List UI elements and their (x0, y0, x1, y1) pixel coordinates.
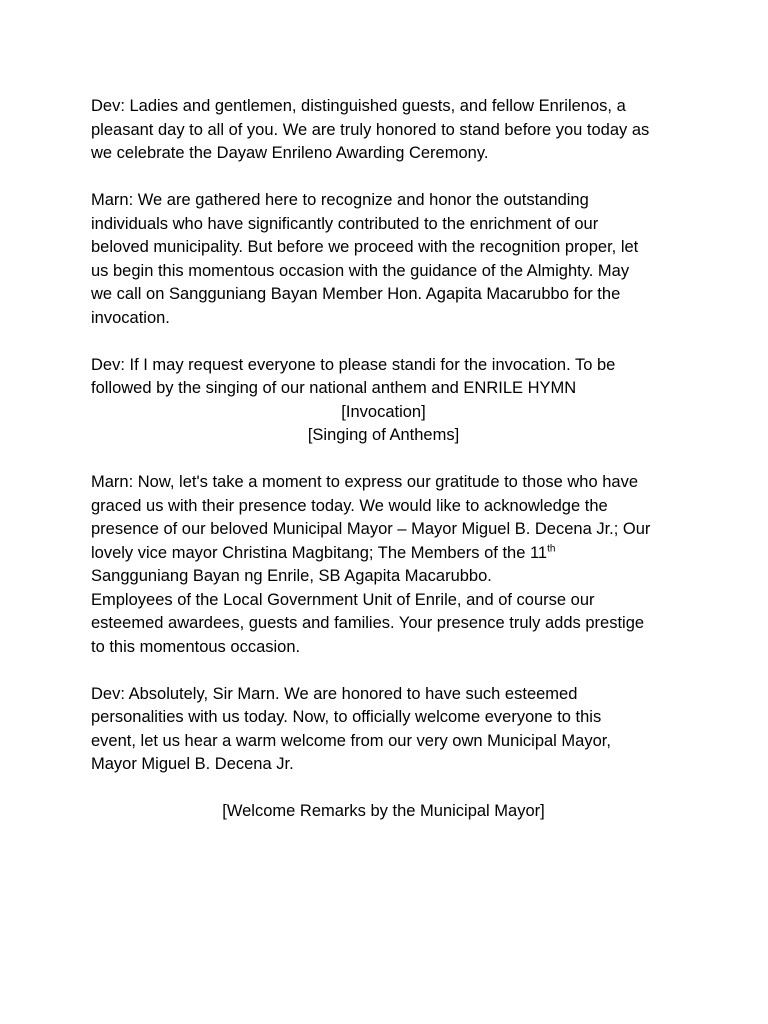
text-line: personalities with us today. Now, to officially welcome everyone to this (91, 708, 602, 726)
text-line: we celebrate the Dayaw Enrileno Awarding Ceremony. (91, 144, 489, 162)
text-line: we call on Sangguniang Bayan Member Hon. Agapita Macarubbo for the (91, 285, 621, 303)
text-line: esteemed awardees, guests and families. Your presence truly adds prestige (91, 614, 645, 632)
text-line: invocation. (91, 308, 170, 327)
paragraph-dev-invocation (91, 354, 691, 448)
text-line: Marn: We are gathered here to recognize and honor the outstanding (91, 191, 589, 209)
stage-cue-invocation: [Invocation] (341, 402, 426, 421)
stage-cue-welcome-remarks: [Welcome Remarks by the Municipal Mayor] (222, 802, 545, 820)
text-line: to this momentous occasion. (91, 637, 301, 656)
text-line: us begin this momentous occasion with the guidance of the Almighty. May (91, 261, 630, 280)
paragraph-dev-opening (91, 95, 691, 166)
text-line: Mayor Miguel B. Decena Jr. (91, 755, 294, 773)
text-line: Sangguniang Bayan ng Enrile, SB Agapita Macarubbo. (91, 567, 492, 585)
text-line: pleasant day to all of you. We are truly honored to stand before you today as (91, 120, 650, 139)
paragraph-marn-recognition (91, 189, 691, 330)
paragraph-welcome-cue (91, 800, 691, 824)
text-line (91, 542, 691, 566)
text-line: followed by the singing of our national anthem and ENRILE HYMN (91, 379, 577, 397)
text-line: presence of our beloved Municipal Mayor – Mayor Miguel B. Decena Jr.; Our (91, 520, 651, 538)
text-line: graced us with their presence today. We would like to acknowledge the (91, 496, 608, 515)
text-line: individuals who have significantly contributed to the enrichment of our (91, 214, 599, 233)
text-line: Dev: Ladies and gentlemen, distinguished guests, and fellow Enrilenos, a (91, 97, 626, 115)
paragraph-dev-welcome (91, 683, 691, 777)
text-line: Marn: Now, let's take a moment to express our gratitude to those who have (91, 473, 639, 491)
text-line: Employees of the Local Government Unit of Enrile, and of course our (91, 590, 595, 609)
paragraph-marn-acknowledgement (91, 471, 691, 659)
text-line: beloved municipality. But before we proceed with the recognition proper, let (91, 238, 639, 256)
text-line: Dev: If I may request everyone to please standi for the invocation. To be (91, 355, 616, 374)
document-page (91, 95, 691, 824)
text-fragment: lovely vice mayor Christina Magbitang; The Members of the 11 (91, 543, 548, 562)
text-line: event, let us hear a warm welcome from our very own Municipal Mayor, (91, 731, 611, 750)
stage-cue-anthems: [Singing of Anthems] (307, 426, 460, 444)
text-line: Dev: Absolutely, Sir Marn. We are honored to have such esteemed (91, 684, 578, 703)
superscript-ordinal: th (547, 543, 556, 554)
